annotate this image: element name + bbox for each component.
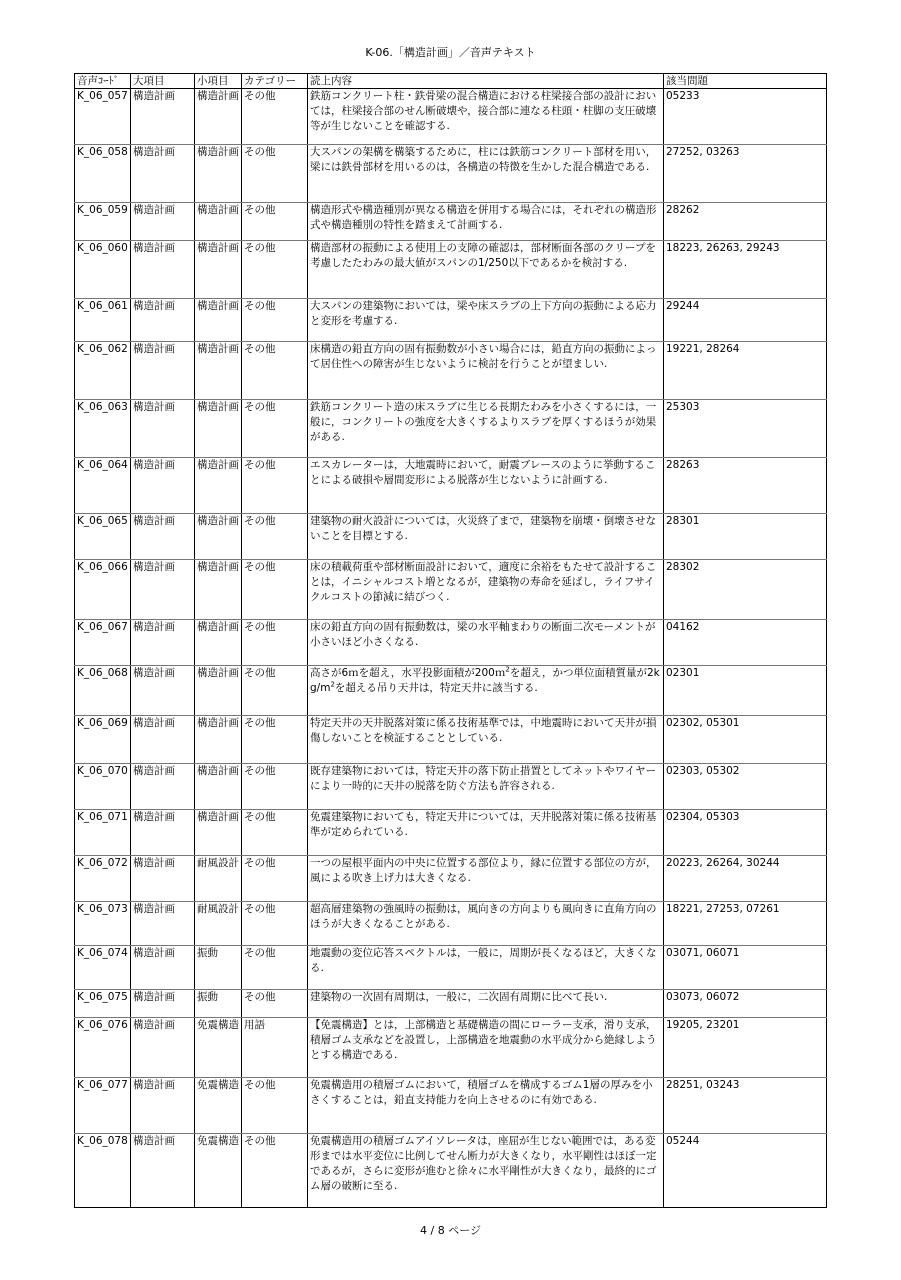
cell-minor: 構造計画 [195,299,242,342]
cell-text: 構造形式や構造種別が異なる構造を併用する場合には，それぞれの構造形式や構造種別の特性を踏まえて計画する. [308,203,664,241]
cell-minor: 構造計画 [195,89,242,145]
table-row [75,342,827,400]
cell-code: K_06_057 [75,89,131,145]
cell-problems: 25303 [664,400,827,458]
cell-code: K_06_077 [75,1078,131,1134]
cell-minor: 構造計画 [195,145,242,203]
cell-code: K_06_073 [75,902,131,946]
cell-category: その他 [242,764,308,810]
cell-text: エスカレーターは，大地震時において，耐震ブレースのように挙動することによる破損や層間変形による脱落が生じないように計画する. [308,458,664,514]
column-header-category: カテゴリー [242,74,308,89]
cell-text: 床の鉛直方向の固有振動数は，梁の水平軸まわりの断面二次モーメントが小さいほど小さくなる. [308,620,664,666]
cell-minor: 構造計画 [195,560,242,620]
table-row [75,990,827,1018]
cell-major: 構造計画 [131,810,195,856]
cell-minor: 振動 [195,946,242,990]
cell-problems: 28262 [664,203,827,241]
cell-text: 床の積載荷重や部材断面設計において，適度に余裕をもたせて設計することは，イニシャルコスト増となるが，建築物の寿命を延ばし，ライフサイクルコストの節減に結びつく. [308,560,664,620]
table-row [75,203,827,241]
cell-problems: 05233 [664,89,827,145]
cell-minor: 構造計画 [195,810,242,856]
cell-major: 構造計画 [131,299,195,342]
cell-code: K_06_067 [75,620,131,666]
cell-code: K_06_078 [75,1134,131,1208]
table-row [75,458,827,514]
cell-text: 構造部材の振動による使用上の支障の確認は，部材断面各部のクリープを考慮したたわみの最大値がスパンの1/250以下であるかを検討する. [308,241,664,299]
cell-text: 【免震構造】とは，上部構造と基礎構造の間にローラー支承，滑り支承，積層ゴム支承などを設置し，上部構造を地震動の水平成分から絶縁しようとする構造である. [308,1018,664,1078]
cell-code: K_06_065 [75,514,131,560]
cell-problems: 20223, 26264, 30244 [664,856,827,902]
cell-problems: 27252, 03263 [664,145,827,203]
cell-problems: 19205, 23201 [664,1018,827,1078]
cell-text: 免震構造用の積層ゴムアイソレータは，座屈が生じない範囲では，ある変形までは水平変位に比例してせん断力が大きくなり，水平剛性はほぼ一定であるが，さらに変形が進むと徐々に水平剛性が大きくなり，最終的にゴム層の破断に至る. [308,1134,664,1208]
cell-minor: 免震構造 [195,1018,242,1078]
cell-code: K_06_058 [75,145,131,203]
cell-category: その他 [242,620,308,666]
cell-category: その他 [242,902,308,946]
cell-text: 高さが6ｍを超え，水平投影面積が200ｍ$^2$を超え，かつ単位面積質量が$2kg/m^2$を超える吊り天井は，特定天井に該当する. [308,666,664,716]
cell-code: K_06_059 [75,203,131,241]
cell-text: 免震建築物においても，特定天井については，天井脱落対策に係る技術基準が定められている. [308,810,664,856]
cell-problems: 28301 [664,514,827,560]
cell-code: K_06_070 [75,764,131,810]
cell-minor: 構造計画 [195,764,242,810]
cell-minor: 構造計画 [195,400,242,458]
cell-text: 建築物の一次固有周期は，一般に，二次固有周期に比べて長い. [308,990,664,1018]
cell-code: K_06_062 [75,342,131,400]
cell-category: その他 [242,89,308,145]
cell-major: 構造計画 [131,946,195,990]
column-header-major: 大項目 [131,74,195,89]
cell-text: 特定天井の天井脱落対策に係る技術基準では，中地震時において天井が損傷しないことを検証することとしている. [308,716,664,764]
cell-problems: 03073, 06072 [664,990,827,1018]
cell-code: K_06_063 [75,400,131,458]
cell-minor: 構造計画 [195,620,242,666]
column-header-minor: 小項目 [195,74,242,89]
cell-text: 大スパンの建築物においては，梁や床スラブの上下方向の振動による応力と変形を考慮する. [308,299,664,342]
cell-minor: 構造計画 [195,241,242,299]
cell-code: K_06_072 [75,856,131,902]
table-row [75,764,827,810]
cell-minor: 耐風設計 [195,856,242,902]
cell-code: K_06_061 [75,299,131,342]
cell-problems: 29244 [664,299,827,342]
cell-minor: 構造計画 [195,716,242,764]
cell-text: 免震構造用の積層ゴムにおいて，積層ゴムを構成するゴム1層の厚みを小さくすることは，鉛直支持能力を向上させるのに有効である. [308,1078,664,1134]
cell-problems: 05244 [664,1134,827,1208]
cell-major: 構造計画 [131,89,195,145]
table-row [75,716,827,764]
table-row [75,856,827,902]
cell-problems: 02302, 05301 [664,716,827,764]
cell-category: その他 [242,810,308,856]
cell-major: 構造計画 [131,1078,195,1134]
cell-problems: 02301 [664,666,827,716]
cell-text: 大スパンの架構を構築するために，柱には鉄筋コンクリート部材を用い，梁には鉄骨部材を用いるのは，各構造の特徴を生かした混合構造である. [308,145,664,203]
table-row [75,902,827,946]
cell-minor: 構造計画 [195,342,242,400]
cell-major: 構造計画 [131,716,195,764]
cell-minor: 耐風設計 [195,902,242,946]
cell-major: 構造計画 [131,1134,195,1208]
cell-category: その他 [242,990,308,1018]
cell-text: 床構造の鉛直方向の固有振動数が小さい場合には，鉛直方向の振動によって居住性への障害が生じないように検討を行うことが望ましい. [308,342,664,400]
cell-code: K_06_066 [75,560,131,620]
cell-problems: 28302 [664,560,827,620]
cell-major: 構造計画 [131,400,195,458]
cell-major: 構造計画 [131,666,195,716]
cell-major: 構造計画 [131,203,195,241]
cell-category: その他 [242,400,308,458]
cell-text: 鉄筋コンクリート造の床スラブに生じる長期たわみを小さくするには，一般に，コンクリートの強度を大きくするよりスラブを厚くするほうが効果がある. [308,400,664,458]
cell-major: 構造計画 [131,764,195,810]
table-row [75,400,827,458]
cell-code: K_06_068 [75,666,131,716]
voice-text-table [74,73,827,1208]
cell-category: その他 [242,856,308,902]
cell-major: 構造計画 [131,241,195,299]
table-row [75,241,827,299]
cell-major: 構造計画 [131,990,195,1018]
table-row [75,810,827,856]
cell-major: 構造計画 [131,560,195,620]
cell-minor: 免震構造 [195,1078,242,1134]
cell-major: 構造計画 [131,902,195,946]
column-header-code: 音声ｺｰﾄﾞ [75,74,131,89]
cell-category: その他 [242,342,308,400]
cell-code: K_06_069 [75,716,131,764]
cell-code: K_06_060 [75,241,131,299]
cell-code: K_06_075 [75,990,131,1018]
cell-text: 建築物の耐火設計については，火災終了まで，建築物を崩壊・倒壊させないことを目標とする. [308,514,664,560]
table-row [75,560,827,620]
cell-text: 既存建築物においては，特定天井の落下防止措置としてネットやワイヤーにより一時的に天井の脱落を防ぐ方法も許容される. [308,764,664,810]
cell-minor: 構造計画 [195,203,242,241]
cell-problems: 02304, 05303 [664,810,827,856]
page-header: K-06.「構造計画」／音声テキスト [365,46,536,59]
cell-code: K_06_064 [75,458,131,514]
cell-problems: 18221, 27253, 07261 [664,902,827,946]
cell-major: 構造計画 [131,342,195,400]
cell-category: その他 [242,299,308,342]
cell-major: 構造計画 [131,856,195,902]
cell-problems: 28251, 03243 [664,1078,827,1134]
table-row [75,514,827,560]
cell-category: その他 [242,203,308,241]
column-header-text: 読上内容 [308,74,664,89]
cell-minor: 構造計画 [195,666,242,716]
cell-code: K_06_074 [75,946,131,990]
cell-major: 構造計画 [131,1018,195,1078]
cell-code: K_06_071 [75,810,131,856]
cell-code: K_06_076 [75,1018,131,1078]
table-body [75,89,827,1208]
table-row [75,1018,827,1078]
table-row [75,1134,827,1208]
cell-major: 構造計画 [131,620,195,666]
cell-category: その他 [242,666,308,716]
cell-category: その他 [242,716,308,764]
cell-minor: 免震構造 [195,1134,242,1208]
cell-text: 超高層建築物の強風時の振動は，風向きの方向よりも風向きに直角方向のほうが大きくなることがある. [308,902,664,946]
cell-problems: 18223, 26263, 29243 [664,241,827,299]
cell-category: その他 [242,514,308,560]
table-row [75,666,827,716]
cell-text: 一つの屋根平面内の中央に位置する部位より，縁に位置する部位の方が，風による吹き上げ力は大きくなる. [308,856,664,902]
cell-category: 用語 [242,1018,308,1078]
cell-category: その他 [242,458,308,514]
table-row [75,620,827,666]
cell-problems: 03071, 06071 [664,946,827,990]
table-row [75,89,827,145]
cell-category: その他 [242,145,308,203]
cell-problems: 19221, 28264 [664,342,827,400]
cell-category: その他 [242,946,308,990]
cell-problems: 28263 [664,458,827,514]
table-header-row [75,74,827,89]
cell-text: 鉄筋コンクリート柱・鉄骨梁の混合構造における柱梁接合部の設計においては，柱梁接合部のせん断破壊や，接合部に連なる柱頭・柱脚の支圧破壊等が生じないことを確認する. [308,89,664,145]
cell-major: 構造計画 [131,145,195,203]
table-row [75,145,827,203]
cell-problems: 02303, 05302 [664,764,827,810]
column-header-problems: 該当問題 [664,74,827,89]
cell-category: その他 [242,1078,308,1134]
cell-text: 地震動の変位応答スペクトルは，一般に，周期が長くなるほど，大きくなる. [308,946,664,990]
table-row [75,946,827,990]
cell-major: 構造計画 [131,458,195,514]
cell-category: その他 [242,241,308,299]
cell-category: その他 [242,560,308,620]
cell-minor: 構造計画 [195,514,242,560]
cell-minor: 構造計画 [195,458,242,514]
table-row [75,1078,827,1134]
cell-minor: 振動 [195,990,242,1018]
table-row [75,299,827,342]
cell-major: 構造計画 [131,514,195,560]
page-number: 4 / 8 ページ [420,1224,481,1237]
cell-category: その他 [242,1134,308,1208]
cell-problems: 04162 [664,620,827,666]
